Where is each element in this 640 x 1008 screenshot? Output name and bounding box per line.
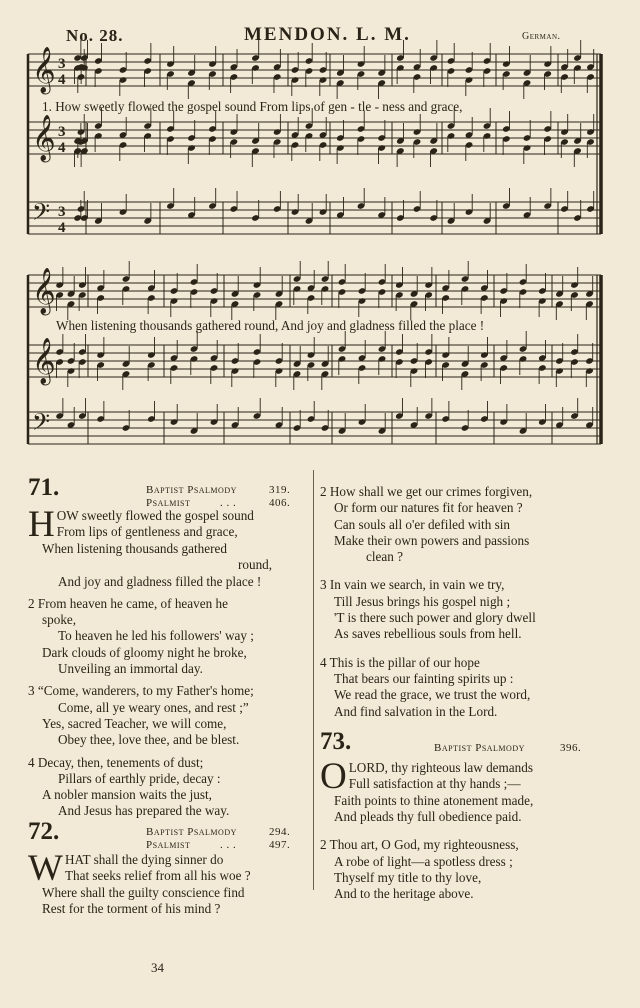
verse-line: 4 Decay, then, tenements of dust;	[28, 754, 204, 770]
drop-cap: W	[28, 847, 63, 889]
tune-origin: German.	[522, 31, 561, 42]
source-number: 294.	[269, 825, 291, 838]
verse-line: A nobler mansion waits the just,	[42, 787, 212, 803]
source-name: Psalmist	[146, 497, 191, 509]
verse-line: Unveiling an immortal day.	[58, 661, 203, 677]
time-signature: 4	[58, 140, 66, 156]
source-name: Baptist Psalmody	[434, 741, 525, 754]
verse-line: HAT shall the dying sinner do	[64, 851, 224, 867]
verse-line: Where shall the guilty conscience find	[42, 884, 245, 900]
verse-line: Full satisfaction at thy hands ;—	[348, 776, 521, 792]
treble-clef: 𝄞	[32, 268, 56, 314]
verse-line: 3 In vain we search, in vain we try,	[320, 577, 505, 593]
hymn-number: 73.	[320, 727, 352, 755]
source-number: 396.	[560, 741, 582, 754]
source-dots: . . .	[220, 497, 237, 509]
verse-line: 3 “Come, wanderers, to my Father's home;	[28, 683, 254, 699]
verse-line: And find salvation in the Lord.	[334, 703, 498, 719]
verse-line: A robe of light—a spotless dress ;	[334, 853, 513, 869]
verse-line: We read the grace, we trust the word,	[334, 687, 531, 703]
verse-line: Come, all ye weary ones, and rest ;”	[58, 699, 249, 715]
hymn-71	[28, 474, 310, 820]
hymn-73	[320, 727, 620, 903]
verse-line: Obey thee, love thee, and be blest.	[58, 732, 240, 748]
verse-line: Pillars of earthly pride, decay :	[58, 770, 221, 786]
lyric-line-2: When listening thousands gathered round, And joy and gladness filled the place !	[56, 318, 485, 333]
drop-cap: H	[28, 504, 55, 545]
verse-line: And to the heritage above.	[334, 886, 474, 902]
music-score	[0, 0, 640, 470]
time-signature: 4	[58, 220, 66, 236]
verse-line: Can souls all o'er defiled with sin	[334, 516, 510, 532]
verse-line: 2 Thou art, O God, my righteousness,	[320, 837, 519, 853]
left-column	[28, 474, 310, 917]
verse-line: 'T is there such power and glory dwell	[334, 610, 536, 626]
hymn-72-continued	[320, 484, 620, 720]
lyric-line-1: 1. How sweetly flowed the gospel sound From lips of gen - tle - ness and grace,	[42, 99, 463, 114]
verse-line: And pleads thy full obedience paid.	[334, 809, 522, 825]
right-column	[320, 484, 620, 903]
source-name: Baptist Psalmody	[146, 484, 237, 496]
verse-line: Dark clouds of gloomy night he broke,	[42, 644, 247, 660]
verse-line: As saves rebellious souls from hell.	[334, 626, 522, 642]
source-number: 406.	[269, 497, 291, 509]
verse-line: Or form our natures fit for heaven ?	[334, 500, 523, 516]
verse-line: round,	[238, 557, 273, 573]
treble-clef: 𝄞	[32, 115, 56, 161]
verse-line: And Jesus has prepared the way.	[58, 803, 230, 819]
verse-line: Make their own powers and passions	[334, 532, 530, 548]
verse-line: When listening thousands gathered	[42, 541, 227, 556]
time-signature: 3	[58, 204, 66, 220]
verse-line: Faith points to thine atonement made,	[334, 792, 534, 808]
column-divider	[313, 470, 314, 890]
verse-line: That bears our fainting spirits up :	[334, 670, 514, 686]
source-number: 319.	[269, 484, 291, 496]
verse-line: And joy and gladness filled the place !	[58, 573, 262, 589]
verse-line: From lips of gentleness and grace,	[56, 524, 238, 540]
source-name: Psalmist	[146, 838, 191, 851]
verse-line: LORD, thy righteous law demands	[348, 759, 533, 775]
verse-line: Till Jesus brings his gospel nigh ;	[334, 593, 511, 609]
time-signature: 3	[58, 124, 66, 140]
verse-line: Rest for the torment of his mind ?	[42, 901, 221, 917]
verse-line: clean ?	[366, 549, 403, 565]
treble-clef: 𝄞	[32, 338, 56, 384]
drop-cap: O	[320, 755, 347, 797]
verse-line: 2 From heaven he came, of heaven he	[28, 595, 228, 611]
verse-line: 4 This is the pillar of our hope	[320, 654, 480, 670]
page-number: 34	[151, 960, 164, 975]
verse-line: That seeks relief from all his woe ?	[64, 868, 251, 884]
time-signature: 3	[58, 56, 66, 72]
hymn-number: 71.	[28, 474, 60, 501]
verse-line: spoke,	[42, 612, 77, 628]
source-dots: . . .	[220, 838, 237, 851]
verse-line: 2 How shall we get our crimes forgiven,	[320, 484, 533, 499]
tune-title: MENDON. L. M.	[244, 24, 411, 45]
source-name: Baptist Psalmody	[146, 825, 237, 838]
verse-line: To heaven he led his followers' way ;	[58, 628, 254, 644]
treble-clef: 𝄞	[32, 47, 56, 93]
verse-line: Thyself my title to thy love,	[334, 870, 482, 886]
source-number: 497.	[269, 838, 291, 851]
hymn-number: 72.	[28, 817, 60, 845]
hymn-72	[28, 817, 310, 918]
verse-line: OW sweetly flowed the gospel sound	[56, 508, 254, 523]
verse-line: Yes, sacred Teacher, we will come,	[42, 715, 227, 731]
bass-clef: 𝄢	[32, 408, 51, 441]
bass-clef: 𝄢	[32, 198, 51, 231]
time-signature: 4	[58, 72, 66, 88]
tune-number: No. 28.	[66, 26, 124, 45]
